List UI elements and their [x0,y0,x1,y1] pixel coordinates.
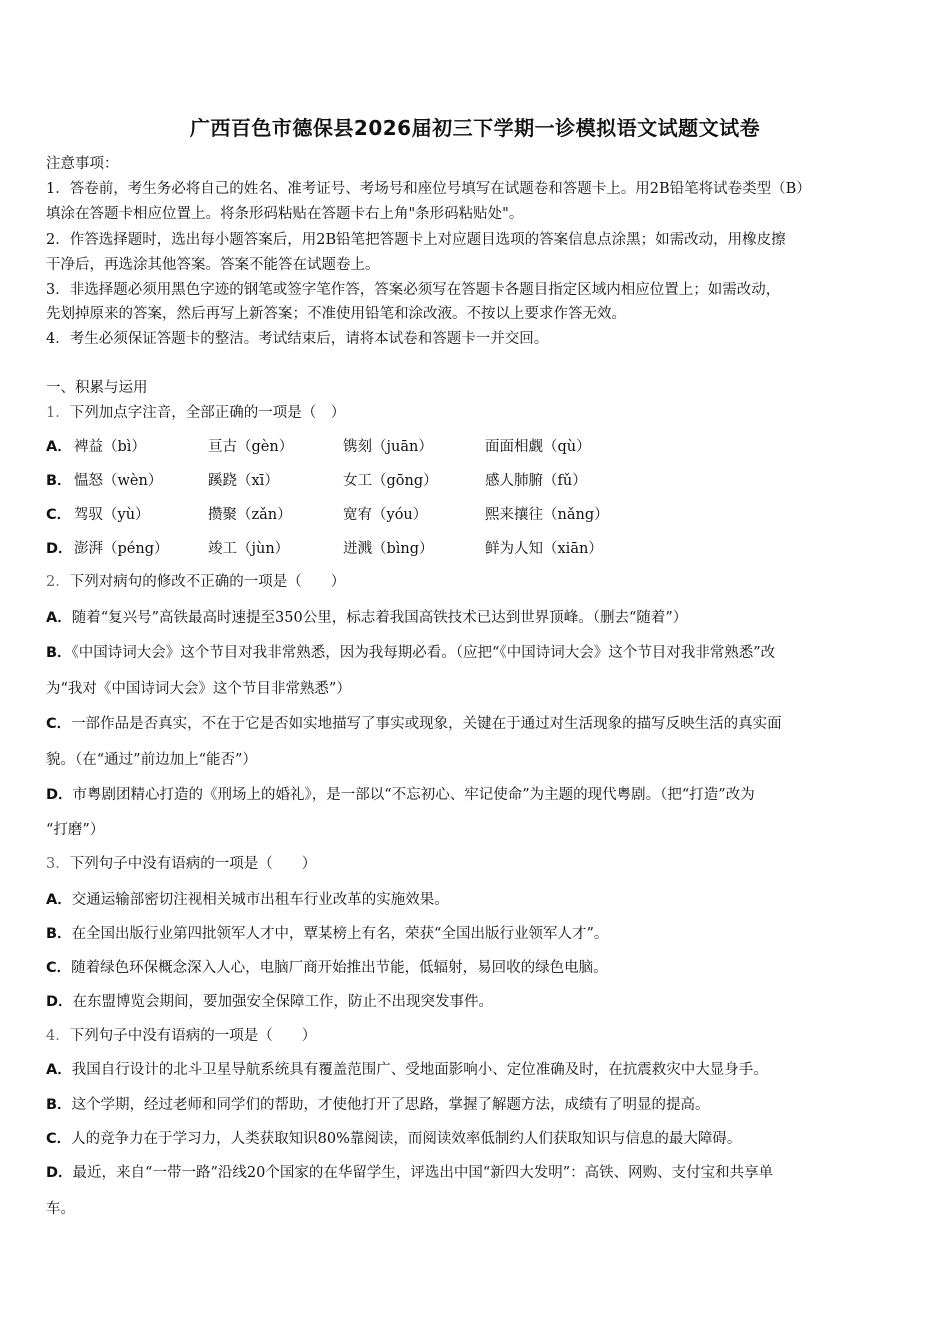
option-text: 《中国诗词大会》这个节目对我非常熟悉，因为我每期必看。（应把“《中国诗词大会》这个节目对我非常熟悉”改 [71,645,776,661]
question-number: 4． [46,1028,70,1044]
notice-line: 填涂在答题卡相应位置上。将条形码粘贴在答题卡右上角"条形码粘贴处"。 [46,206,524,222]
option-label: C． [46,507,72,523]
option-d [46,783,755,804]
question-3 [46,852,316,873]
option-text: 在全国出版行业第四批领军人才中，覃某榜上有名，荣获“全国出版行业领军人才”。 [71,926,609,942]
notice-line: 先划掉原来的答案，然后再写上新答案；不准使用铅笔和涂改液。不按以上要求作答无效。 [46,306,626,322]
option-text: 这个学期，经过老师和同学们的帮助，才使他打开了思路，掌握了解题方法，成绩有了明显的提高。 [71,1097,710,1113]
option-text: 人的竞争力在于学习力，人类获取知识80%靠阅读，而阅读效率低制约人们获取知识与信息的最大障碍。 [71,1131,742,1147]
question-2 [46,570,345,591]
option-text: 随着绿色环保概念深入人心，电脑厂商开始推出节能，低辐射，易回收的绿色电脑。 [71,960,608,976]
option-continuation: 车。 [46,1201,75,1217]
option-text: 随着“复兴号”高铁最高时速提至350公里，标志着我国高铁技术已达到世界顶峰。（删去“随着”） [71,610,688,626]
option-label: B． [46,645,72,661]
notice-line: 2．作答选择题时，选出每小题答案后，用2B铅笔把答题卡上对应题目选项的答案信息点涂黑；如需改动，用橡皮擦 [46,232,786,248]
notice-line: 4．考生必须保证答题卡的整洁。考试结束后，请将本试卷和答题卡一并交回。 [46,331,549,347]
section-heading: 一、积累与运用 [46,380,148,396]
option-item: 宽宥（yóu） [343,507,428,523]
option-a [46,888,449,909]
option-c [46,1127,741,1148]
option-item: 熙来攘往（nǎng） [485,507,609,523]
option-item: 蹊跷（xī） [208,473,279,489]
option-b [46,641,775,662]
option-item: 面面相觑（qù） [485,439,591,455]
option-text: 最近，来自“一带一路”沿线20个国家的在华留学生，评选出中国“新四大发明”：高铁、网购、支付宝和共享单 [72,1165,774,1181]
option-label: A． [46,1062,72,1078]
option-label: D． [46,994,73,1010]
notice-line: 1．答卷前，考生务必将自己的姓名、准考证号、考场号和座位号填写在试题卷和答题卡上。用2B铅笔将试卷类型（B） [46,181,811,197]
option-label: C． [46,716,72,732]
option-label: C． [46,1131,72,1147]
option-label: A． [46,610,72,626]
option-item: 竣工（jùn） [208,541,290,557]
option-continuation: “打磨”） [46,822,105,838]
question-1 [46,401,345,422]
option-label: D． [46,541,73,557]
notice-line: 3．非选择题必须用黑色字迹的钢笔或签字笔作答，答案必须写在答题卡各题目指定区域内相应位置上；如需改动， [46,282,781,298]
option-label: B． [46,1097,72,1113]
question-number: 1． [46,405,70,421]
question-stem: 下列句子中没有语病的一项是（ ） [69,1028,317,1044]
page-title: 广西百色市德保县2026届初三下学期一诊模拟语文试题文试卷 [189,116,761,140]
option-a [46,1058,768,1079]
option-item: 迸溅（bìng） [343,541,434,557]
option-b [46,922,608,943]
option-d [46,1161,773,1182]
option-b [46,1093,710,1114]
option-label: D． [46,787,73,803]
question-number: 2． [46,574,70,590]
question-number: 3． [46,856,70,872]
option-continuation: 貌。（在“通过”前边加上“能否”） [46,752,257,768]
option-label: A． [46,439,72,455]
option-text: 一部作品是否真实，不在于它是否如实地描写了事实或现象，关键在于通过对生活现象的描写反映生活的真实面 [71,716,782,732]
option-text: 交通运输部密切注视相关城市出租车行业改革的实施效果。 [71,892,449,908]
option-item: 驾驭（yù） [74,507,150,523]
notice-line: 干净后，再选涂其他答案。答案不能答在试题卷上。 [46,257,380,273]
notice-heading: 注意事项： [46,156,119,172]
option-label: D． [46,1165,73,1181]
option-c [46,712,782,733]
option-item: 澎湃（péng） [74,541,169,557]
option-a [46,606,687,627]
option-label: B． [46,473,72,489]
option-label: B． [46,926,72,942]
option-item: 裨益（bì） [74,439,146,455]
option-d [46,990,493,1011]
question-4 [46,1024,316,1045]
question-stem: 下列对病句的修改不正确的一项是（ ） [69,574,346,590]
option-item: 亘古（gèn） [208,439,294,455]
question-stem: 下列加点字注音，全部正确的一项是（ ） [69,405,346,421]
option-continuation: 为“我对《中国诗词大会》这个节目非常熟悉”） [46,681,351,697]
option-text: 在东盟博览会期间，要加强安全保障工作，防止不出现突发事件。 [72,994,494,1010]
option-text: 我国自行设计的北斗卫星导航系统具有覆盖范围广、受地面影响小、定位准确及时，在抗震救灾中大显身手。 [71,1062,768,1078]
option-label: A． [46,892,72,908]
option-item: 感人肺腑（fǔ） [485,473,587,489]
option-item: 鲜为人知（xiān） [485,541,603,557]
option-text: 市粤剧团精心打造的《刑场上的婚礼》，是一部以“不忘初心、牢记使命”为主题的现代粤剧。（把“打造”改为 [72,787,755,803]
question-stem: 下列句子中没有语病的一项是（ ） [69,856,317,872]
option-c [46,956,608,977]
option-item: 女工（gōng） [343,473,438,489]
option-item: 愠怒（wèn） [74,473,163,489]
option-label: C． [46,960,72,976]
option-item: 攒聚（zǎn） [208,507,292,523]
option-item: 镌刻（juān） [343,439,433,455]
